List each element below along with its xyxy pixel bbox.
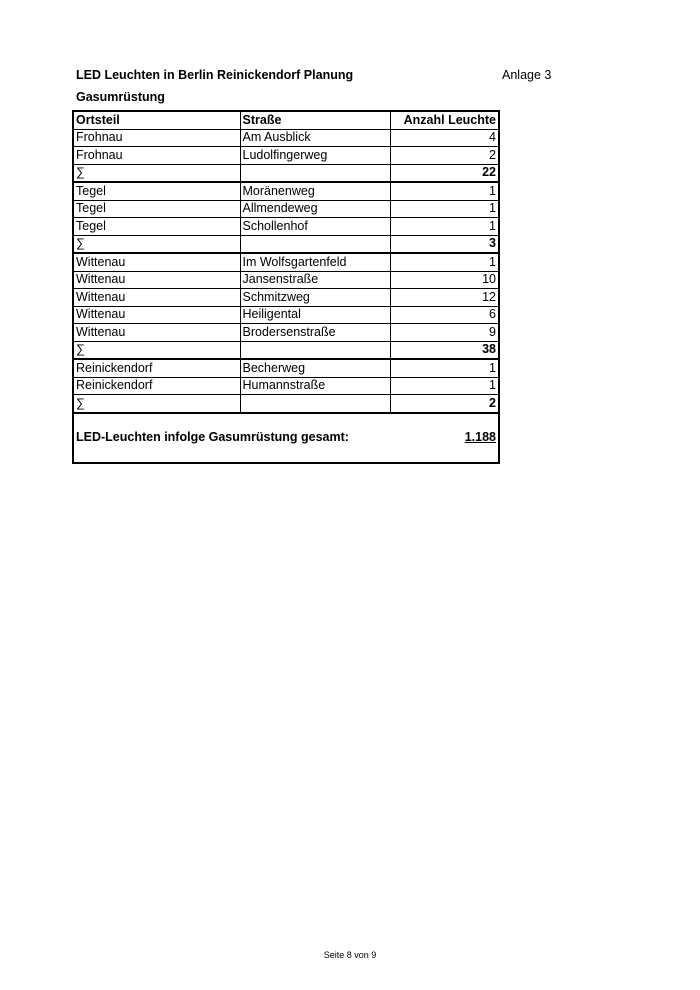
table-row: [74, 200, 498, 218]
cell-district: Reinickendorf: [74, 377, 240, 395]
cell-street: Brodersenstraße: [240, 324, 390, 342]
column-header-ortsteil: Ortsteil: [74, 112, 240, 129]
cell-empty: [240, 164, 390, 182]
subtotal-row: [74, 341, 498, 359]
cell-count: 1: [390, 182, 498, 200]
cell-district: Tegel: [74, 200, 240, 218]
subtotal-row: [74, 164, 498, 182]
cell-district: Wittenau: [74, 253, 240, 271]
table-row: [74, 271, 498, 289]
cell-street: Im Wolfsgartenfeld: [240, 253, 390, 271]
document-subtitle: Gasumrüstung: [76, 90, 165, 104]
cell-street: Schmitzweg: [240, 289, 390, 307]
cell-street: Allmendeweg: [240, 200, 390, 218]
table-row: [74, 253, 498, 271]
cell-district: Frohnau: [74, 147, 240, 165]
subtotal-row: [74, 395, 498, 413]
cell-district: Tegel: [74, 182, 240, 200]
sum-symbol: ∑: [74, 235, 240, 253]
column-header-anzahl: Anzahl Leuchte: [390, 112, 498, 129]
sum-symbol: ∑: [74, 395, 240, 413]
cell-street: Becherweg: [240, 359, 390, 377]
cell-count: 9: [390, 324, 498, 342]
document-title: LED Leuchten in Berlin Reinickendorf Planung: [76, 68, 354, 82]
cell-district: Tegel: [74, 218, 240, 236]
cell-district: Frohnau: [74, 129, 240, 147]
cell-district: Wittenau: [74, 324, 240, 342]
subtotal-row: [74, 235, 498, 253]
annex-label: Anlage 3: [502, 68, 552, 82]
cell-district: Wittenau: [74, 271, 240, 289]
table-row: [74, 324, 498, 342]
subtotal-value: 3: [390, 235, 498, 253]
cell-empty: [240, 235, 390, 253]
cell-count: 6: [390, 306, 498, 324]
cell-count: 1: [390, 359, 498, 377]
table-row: [74, 147, 498, 165]
cell-street: Moränenweg: [240, 182, 390, 200]
cell-street: Heiligental: [240, 306, 390, 324]
grand-total-cell: [390, 413, 498, 462]
cell-count: 10: [390, 271, 498, 289]
table-row: [74, 306, 498, 324]
cell-district: Wittenau: [74, 306, 240, 324]
grand-total-value: 1.188: [464, 430, 496, 444]
cell-count: 4: [390, 129, 498, 147]
page-number: Seite 8 von 9: [323, 950, 377, 960]
table-row: [74, 218, 498, 236]
grand-total-label: LED-Leuchten infolge Gasumrüstung gesamt:: [76, 430, 349, 444]
cell-street: Ludolfingerweg: [240, 147, 390, 165]
cell-street: Am Ausblick: [240, 129, 390, 147]
subtotal-value: 22: [390, 164, 498, 182]
cell-street: Jansenstraße: [240, 271, 390, 289]
cell-empty: [240, 341, 390, 359]
cell-count: 1: [390, 253, 498, 271]
cell-count: 1: [390, 377, 498, 395]
subtotal-value: 2: [390, 395, 498, 413]
cell-district: Reinickendorf: [74, 359, 240, 377]
cell-count: 1: [390, 200, 498, 218]
cell-street: Humannstraße: [240, 377, 390, 395]
table-row: [74, 182, 498, 200]
cell-count: 1: [390, 218, 498, 236]
table-row: [74, 289, 498, 307]
table-header-row: [74, 112, 498, 129]
subtotal-value: 38: [390, 341, 498, 359]
led-table-frame: [72, 110, 500, 464]
cell-count: 2: [390, 147, 498, 165]
cell-street: Schollenhof: [240, 218, 390, 236]
cell-district: Wittenau: [74, 289, 240, 307]
column-header-strasse: Straße: [240, 112, 390, 129]
table-row: [74, 377, 498, 395]
led-table: [74, 112, 498, 462]
sum-symbol: ∑: [74, 341, 240, 359]
table-row: [74, 129, 498, 147]
grand-total-row: [74, 413, 498, 462]
table-row: [74, 359, 498, 377]
cell-count: 12: [390, 289, 498, 307]
cell-empty: [240, 395, 390, 413]
sum-symbol: ∑: [74, 164, 240, 182]
